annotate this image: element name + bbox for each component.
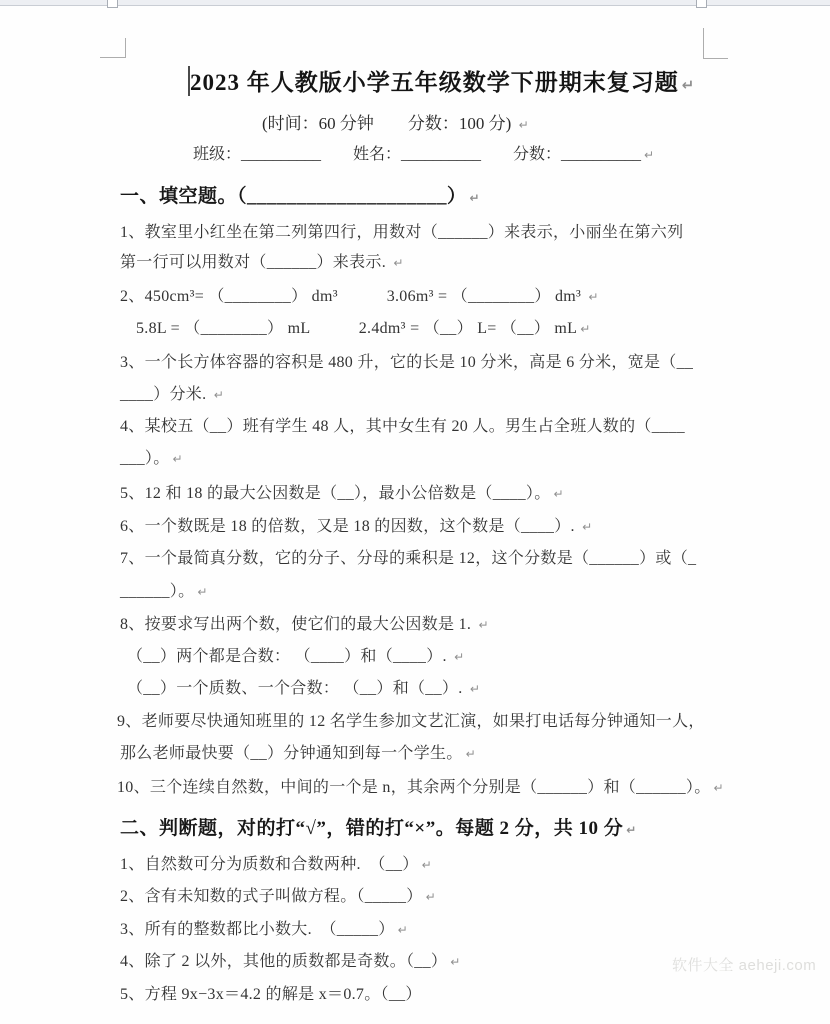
s1-q8[interactable] — [120, 614, 489, 636]
line-text: ____）分米. — [120, 386, 211, 403]
s1-q4-line1[interactable] — [120, 416, 688, 438]
paragraph-mark-icon: ↵ — [644, 148, 655, 162]
paragraph-mark-icon: ↵ — [469, 191, 481, 205]
info-text: 班级：__________ 姓名：__________ 分数：__________ — [193, 146, 642, 163]
s1-q3-line2[interactable] — [120, 384, 224, 406]
page-title[interactable] — [190, 64, 695, 97]
paragraph-mark-icon: ↵ — [681, 76, 696, 94]
s1-q7-line2[interactable] — [120, 581, 208, 603]
line-text: 1、自然数可分为质数和合数两种. （__） — [120, 856, 419, 873]
line-text: 5、方程 9x−3x＝4.2 的解是 x＝0.7。（__） — [120, 986, 422, 1003]
s1-q9-line1[interactable] — [117, 711, 708, 733]
paragraph-mark-icon: ↵ — [425, 890, 436, 904]
exam-time-score-line[interactable] — [262, 109, 529, 134]
ruler-margin-marker-right — [696, 0, 707, 8]
paragraph-mark-icon: ↵ — [421, 858, 432, 872]
paragraph-mark-icon: ↵ — [582, 520, 593, 534]
line-text: 8、按要求写出两个数，使它们的最大公因数是 1. — [120, 616, 476, 633]
line-text: 4、除了 2 以外，其他的质数都是奇数。（__） — [120, 953, 448, 970]
line-text: 1、教室里小红坐在第二列第四行，用数对（______）来表示，小丽坐在第六列 — [120, 224, 684, 241]
paragraph-mark-icon: ↵ — [454, 650, 465, 664]
paragraph-mark-icon: ↵ — [553, 487, 564, 501]
s2-q4[interactable] — [120, 951, 461, 973]
line-text: （__）一个质数、一个合数： （__）和（__）. — [127, 680, 467, 697]
s1-q8-item2[interactable] — [127, 678, 480, 700]
s1-q8-item1[interactable] — [127, 646, 464, 668]
paragraph-mark-icon: ↵ — [197, 585, 208, 599]
section2-heading-text: 二、判断题，对的打“√”，错的打“×”。每题 2 分，共 10 分 — [120, 818, 624, 839]
s2-q3[interactable] — [120, 919, 408, 941]
paragraph-mark-icon: ↵ — [518, 118, 529, 132]
s1-q2-line2[interactable] — [136, 318, 591, 340]
line-text: 10、三个连续自然数，中间的一个是 n，其余两个分别是（______）和（______）。 — [117, 779, 711, 796]
section1-heading[interactable] — [120, 181, 480, 208]
line-text: ______）。 — [120, 583, 195, 600]
line-text: 7、一个最简真分数，它的分子、分母的乘积是 12，这个分数是（______）或（_ — [120, 550, 697, 567]
title-text: 2023 年人教版小学五年级数学下册期末复习题 — [190, 70, 679, 95]
paragraph-mark-icon: ↵ — [450, 955, 461, 969]
line-text: 9、老师要尽快通知班里的 12 名学生参加文艺汇演，如果打电话每分钟通知一人， — [117, 713, 705, 730]
s2-q1[interactable] — [120, 854, 432, 876]
s1-q7-line1[interactable] — [120, 548, 699, 570]
line-text: 3、一个长方体容器的容积是 480 升，它的长是 10 分米，高是 6 分米，宽是（__ — [120, 354, 694, 371]
line-text: 3、所有的整数都比小数大. （_____） — [120, 921, 395, 938]
line-text: 5、12 和 18 的最大公因数是（__），最小公倍数是（____）。 — [120, 485, 551, 502]
line-text: 4、某校五（__）班有学生 48 人，其中女生有 20 人。男生占全班人数的（____ — [120, 418, 685, 435]
s1-q1-line2[interactable] — [120, 252, 404, 274]
line-text: 2、450cm³= （________） dm³ 3.06m³ = （________） dm³ — [120, 288, 586, 305]
s1-q10[interactable] — [117, 777, 724, 799]
class-name-score-line[interactable] — [193, 141, 654, 164]
text-boundary-crop-mark-top-left — [100, 38, 126, 58]
s1-q5[interactable] — [120, 483, 564, 505]
paragraph-mark-icon: ↵ — [478, 618, 489, 632]
paragraph-mark-icon: ↵ — [580, 322, 591, 336]
paragraph-mark-icon: ↵ — [465, 747, 476, 761]
subtitle-text: (时间：60 分钟 分数：100 分) — [262, 114, 516, 133]
paragraph-mark-icon: ↵ — [469, 682, 481, 696]
paragraph-mark-icon: ↵ — [172, 452, 183, 466]
paragraph-mark-icon: ↵ — [713, 781, 724, 795]
paragraph-mark-icon: ↵ — [397, 923, 408, 937]
line-text: 第一行可以用数对（______）来表示. — [120, 254, 391, 271]
line-text: 2、含有未知数的式子叫做方程。（_____） — [120, 888, 423, 905]
line-text: （__）两个都是合数： （____）和（____）. — [127, 648, 452, 665]
section1-heading-text: 一、填空题。（____________________） — [120, 186, 467, 207]
line-text: 5.8L = （________） mL 2.4dm³ = （__） L= （__） mL — [136, 320, 578, 337]
site-watermark: 软件大全 aeheji.com — [672, 957, 817, 974]
s1-q4-line2[interactable] — [120, 448, 183, 470]
paragraph-mark-icon: ↵ — [588, 290, 599, 304]
s1-q1-line1[interactable] — [120, 222, 686, 244]
paragraph-mark-icon: ↵ — [213, 388, 225, 402]
s2-q5[interactable] — [120, 984, 425, 1006]
text-boundary-crop-mark-top-right — [703, 28, 728, 59]
paragraph-mark-icon: ↵ — [626, 823, 637, 837]
s1-q6[interactable] — [120, 516, 592, 538]
line-text: ___）。 — [120, 450, 170, 467]
s1-q9-line2[interactable] — [120, 743, 476, 765]
s2-q2[interactable] — [120, 886, 436, 908]
section2-heading[interactable] — [120, 813, 637, 840]
line-text: 那么老师最快要（__）分钟通知到每一个学生。 — [120, 745, 463, 762]
s1-q3-line1[interactable] — [120, 352, 696, 374]
paragraph-mark-icon: ↵ — [393, 256, 404, 270]
ruler-margin-marker-left — [107, 0, 118, 8]
line-text: 6、一个数既是 18 的倍数，又是 18 的因数，这个数是（____）. — [120, 518, 580, 535]
s1-q2-line1[interactable] — [120, 286, 599, 308]
